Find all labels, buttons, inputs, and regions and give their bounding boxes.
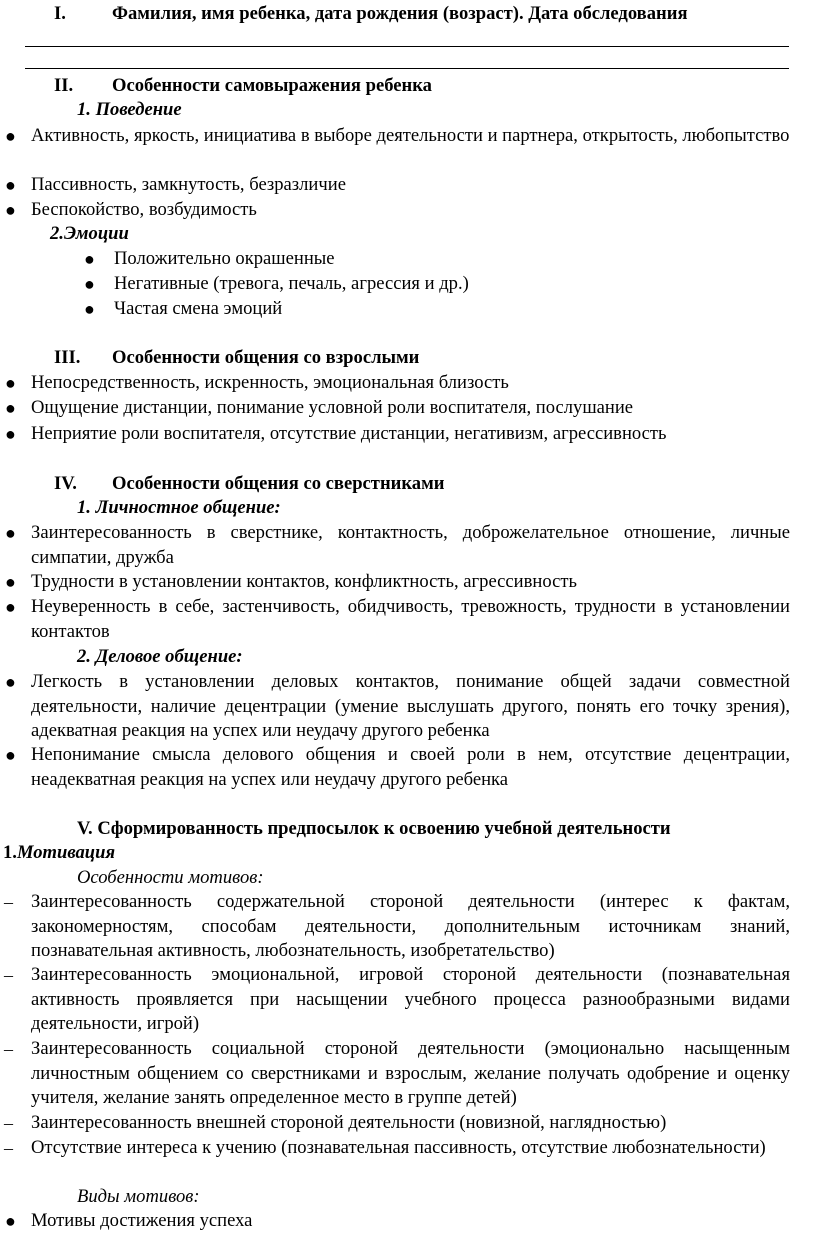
- list-item-text: Ощущение дистанции, понимание условной роли воспитателя, послушание: [31, 397, 634, 418]
- bullet-marker: ●: [84, 274, 95, 294]
- bullet-marker: ●: [5, 672, 16, 692]
- subheading-behavior: 1. Поведение: [77, 99, 182, 120]
- list-item: [84, 272, 790, 297]
- subheading-motivation: [3, 841, 115, 866]
- section-title: Особенности общения со сверстниками: [112, 473, 445, 494]
- subheading-emotions: 2.Эмоции: [50, 223, 129, 244]
- list-item-text: Активность, яркость, инициатива в выборе деятельности и партнера, открытость, любопытство: [31, 125, 790, 146]
- subheading-personal: 1. Личностное общение:: [77, 497, 281, 518]
- list-item: [5, 1209, 790, 1234]
- list-item: [5, 371, 790, 396]
- bullet-marker: ●: [84, 249, 95, 269]
- section-number: II.: [54, 75, 74, 96]
- list-item: [4, 890, 790, 964]
- bullet-marker: ●: [5, 126, 16, 146]
- dash-marker: –: [4, 1039, 13, 1059]
- section-number: IV.: [54, 473, 77, 494]
- list-item: [5, 595, 790, 644]
- list-item: [4, 1037, 790, 1111]
- list-item-text: Заинтересованность внешней стороной деятельности (новизной, наглядностью): [31, 1112, 667, 1133]
- dash-marker: –: [4, 965, 13, 985]
- list-item-text: Пассивность, замкнутость, безразличие: [31, 174, 346, 195]
- list-item-text: Непонимание смысла делового общения и своей роли в нем, отсутствие децентрации, неадекватная реакция на успех или неудачу другого ребенка: [31, 744, 790, 790]
- list-item: [5, 743, 790, 792]
- bullet-marker: ●: [5, 175, 16, 195]
- bullet-marker: ●: [5, 424, 16, 444]
- list-item: [5, 570, 790, 595]
- subheading-text: Мотивация: [16, 842, 116, 863]
- motive-types-label: Виды мотивов:: [77, 1186, 200, 1207]
- section-number: III.: [54, 347, 81, 368]
- subheading-business: 2. Деловое общение:: [77, 646, 243, 667]
- list-item-text: Неуверенность в себе, застенчивость, обидчивость, тревожность, трудности в установлении контактов: [31, 596, 790, 642]
- list-item: [84, 297, 790, 322]
- list-item: [5, 670, 790, 744]
- list-item-text: Заинтересованность в сверстнике, контактность, доброжелательное отношение, личные симпатии, дружба: [31, 522, 790, 568]
- list-item: [5, 521, 790, 570]
- list-item-text: Частая смена эмоций: [114, 298, 283, 319]
- subheading-number: 1.: [3, 842, 17, 863]
- dash-marker: –: [4, 1138, 13, 1158]
- list-item: [5, 422, 790, 447]
- list-item: [5, 173, 790, 198]
- list-item-text: Непосредственность, искренность, эмоциональная близость: [31, 372, 509, 393]
- list-item-text: Негативные (тревога, печаль, агрессия и др.): [114, 273, 469, 294]
- list-item: [4, 1136, 790, 1161]
- list-item: [4, 963, 790, 1037]
- bullet-marker: ●: [5, 523, 16, 543]
- bullet-marker: ●: [84, 299, 95, 319]
- bullet-marker: ●: [5, 373, 16, 393]
- section-title: Фамилия, имя ребенка, дата рождения (возраст). Дата обследования: [112, 3, 688, 24]
- dash-marker: –: [4, 892, 13, 912]
- list-item: [5, 124, 790, 149]
- motives-features-label: Особенности мотивов:: [77, 867, 264, 888]
- list-item: [84, 247, 790, 272]
- bullet-marker: ●: [5, 1211, 16, 1231]
- list-item-text: Заинтересованность эмоциональной, игровой стороной деятельности (познавательная активность проявляется при насыщении учебного процесса разнообразными видами деятельности, игрой): [31, 964, 790, 1034]
- section-title: Особенности общения со взрослыми: [112, 347, 420, 368]
- list-item-text: Трудности в установлении контактов, конфликтность, агрессивность: [31, 571, 577, 592]
- list-item-text: Заинтересованность содержательной стороной деятельности (интерес к фактам, закономерностям, способам деятельности, дополнительным источникам знаний, познавательная активность, любознательность, изобретательство): [31, 891, 790, 961]
- bullet-marker: ●: [5, 745, 16, 765]
- dash-marker: –: [4, 1113, 13, 1133]
- bullet-marker: ●: [5, 597, 16, 617]
- list-item-text: Отсутствие интереса к учению (познавательная пассивность, отсутствие любознательности): [31, 1137, 766, 1158]
- section-number: I.: [54, 3, 66, 24]
- fill-in-line-1: [25, 46, 789, 47]
- list-item-text: Заинтересованность социальной стороной деятельности (эмоционально насыщенным личностным общением со сверстниками и взрослым, желание получать одобрение и оценку учителя, желание занять определенное место в группе детей): [31, 1038, 790, 1108]
- section-5-heading: V. Сформированность предпосылок к освоению учебной деятельности: [77, 818, 671, 839]
- fill-in-line-2: [25, 68, 789, 69]
- list-item-text: Неприятие роли воспитателя, отсутствие дистанции, негативизм, агрессивность: [31, 423, 667, 444]
- list-item: [5, 396, 790, 421]
- list-item-text: Беспокойство, возбудимость: [31, 199, 257, 220]
- bullet-marker: ●: [5, 398, 16, 418]
- section-title: Особенности самовыражения ребенка: [112, 75, 432, 96]
- list-item-text: Мотивы достижения успеха: [31, 1210, 253, 1231]
- bullet-marker: ●: [5, 200, 16, 220]
- list-item-text: Положительно окрашенные: [114, 248, 335, 269]
- list-item-text: Легкость в установлении деловых контактов, понимание общей задачи совместной деятельности, наличие децентрации (умение выслушать другого, понять его точку зрения), адекватная реакция на успех или неудачу другого ребенка: [31, 671, 790, 741]
- list-item: [5, 198, 790, 223]
- bullet-marker: ●: [5, 572, 16, 592]
- list-item: [4, 1111, 790, 1136]
